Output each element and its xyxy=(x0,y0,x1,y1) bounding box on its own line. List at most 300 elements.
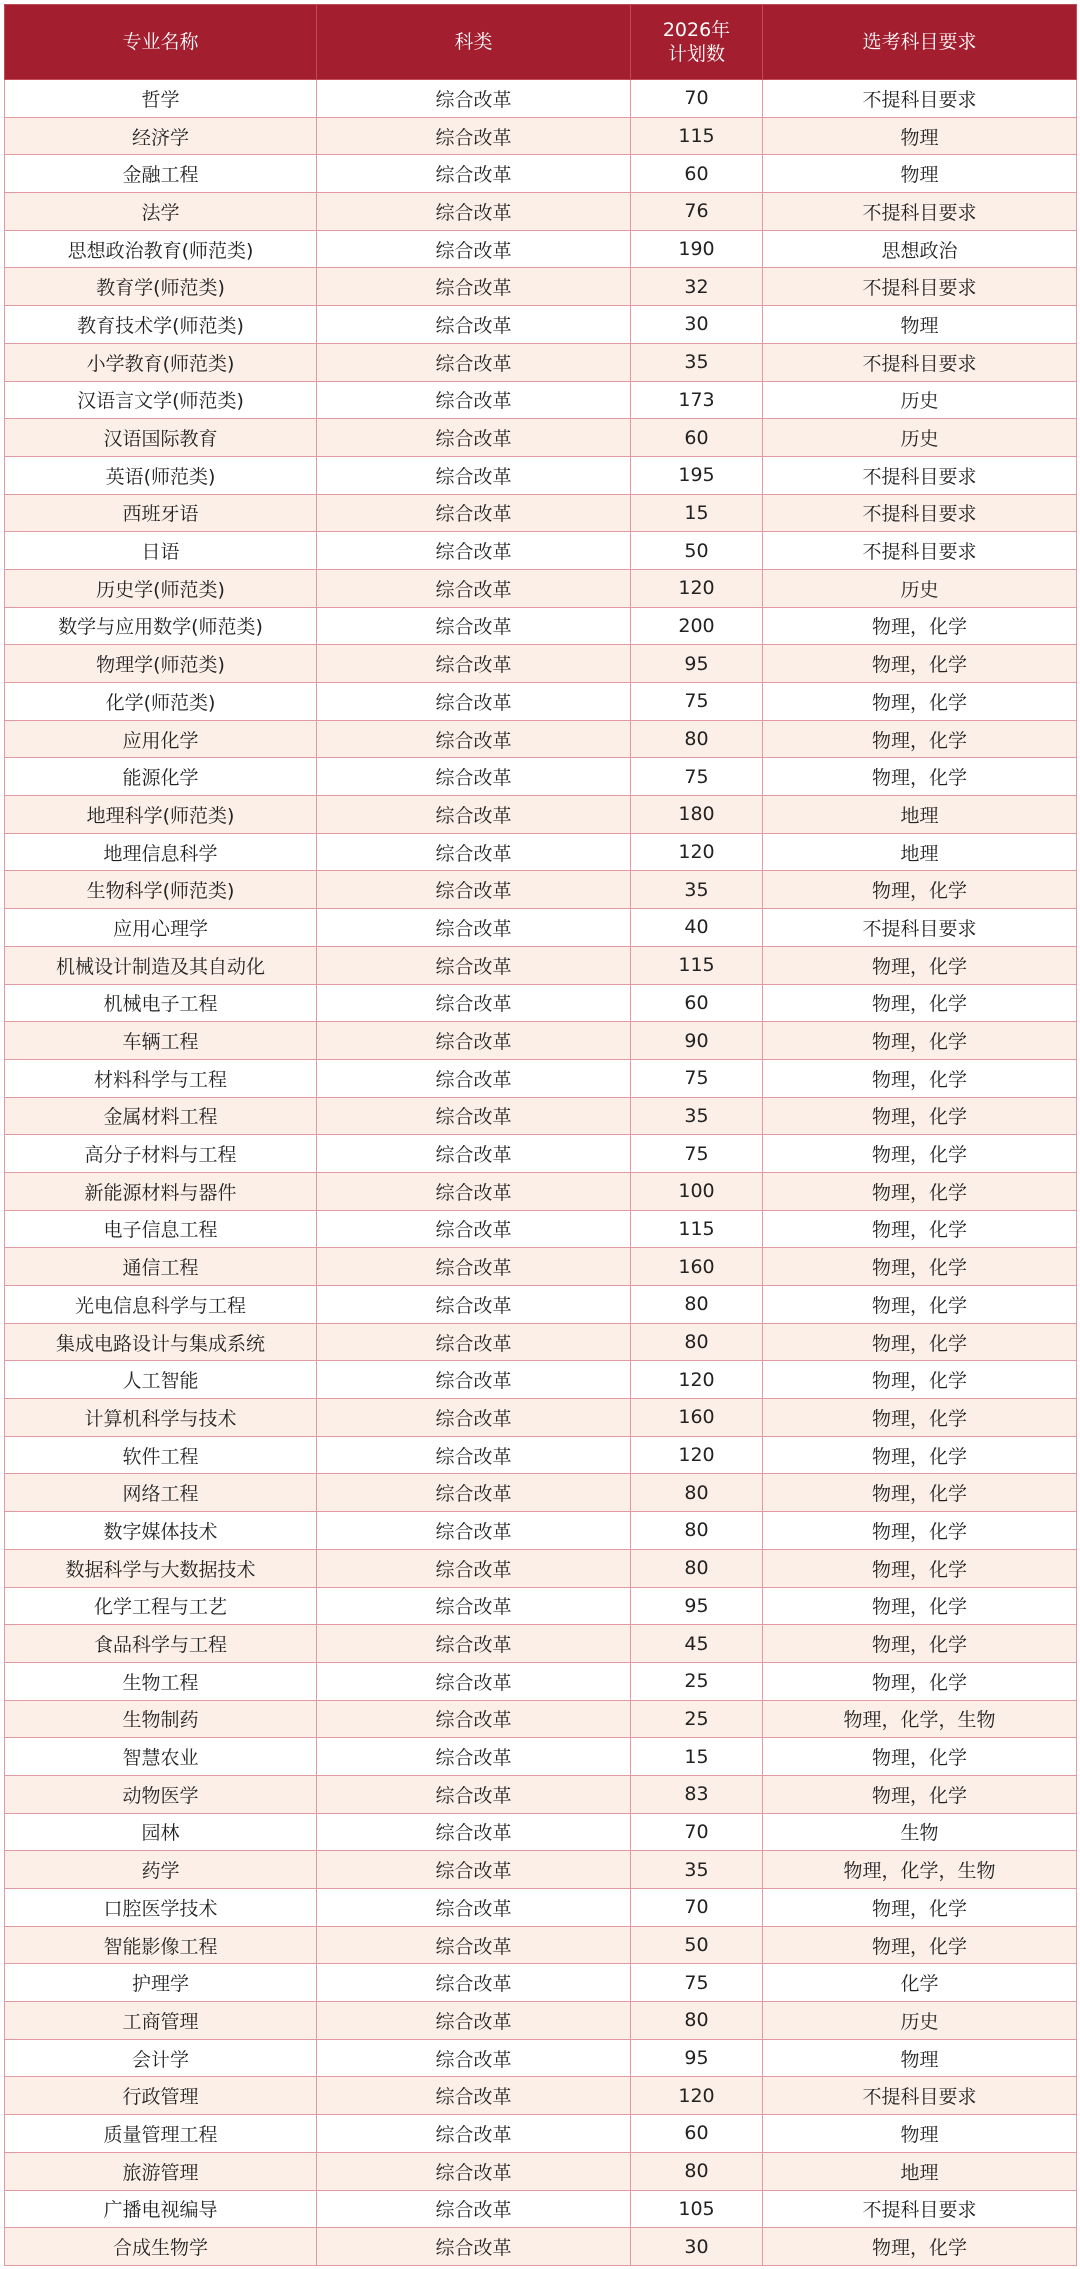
cell-subject-requirement: 物理，化学 xyxy=(763,1587,1077,1625)
table-row xyxy=(5,1361,1077,1399)
table-row xyxy=(5,456,1077,494)
table-row xyxy=(5,1851,1077,1889)
cell-subject-requirement: 物理，化学 xyxy=(763,984,1077,1022)
cell-major-name: 法学 xyxy=(5,193,317,231)
cell-category: 综合改革 xyxy=(317,2002,631,2040)
cell-major-name: 应用化学 xyxy=(5,720,317,758)
cell-plan-count: 35 xyxy=(631,1097,763,1135)
cell-plan-count: 160 xyxy=(631,1399,763,1437)
cell-category: 综合改革 xyxy=(317,871,631,909)
cell-major-name: 化学(师范类) xyxy=(5,683,317,721)
cell-subject-requirement: 不提科目要求 xyxy=(763,494,1077,532)
cell-plan-count: 70 xyxy=(631,80,763,118)
cell-category: 综合改革 xyxy=(317,1474,631,1512)
cell-subject-requirement: 物理，化学 xyxy=(763,1286,1077,1324)
cell-subject-requirement: 物理，化学 xyxy=(763,720,1077,758)
table-row xyxy=(5,758,1077,796)
cell-subject-requirement: 不提科目要求 xyxy=(763,80,1077,118)
cell-major-name: 机械设计制造及其自动化 xyxy=(5,946,317,984)
cell-plan-count: 80 xyxy=(631,1286,763,1324)
cell-major-name: 生物制药 xyxy=(5,1700,317,1738)
cell-category: 综合改革 xyxy=(317,1323,631,1361)
cell-category: 综合改革 xyxy=(317,1286,631,1324)
cell-subject-requirement: 物理，化学 xyxy=(763,1436,1077,1474)
header-plan-label: 计划数 xyxy=(667,43,725,65)
cell-subject-requirement: 物理，化学 xyxy=(763,1022,1077,1060)
table-row xyxy=(5,268,1077,306)
cell-plan-count: 35 xyxy=(631,871,763,909)
cell-category: 综合改革 xyxy=(317,946,631,984)
cell-category: 综合改革 xyxy=(317,155,631,193)
cell-major-name: 能源化学 xyxy=(5,758,317,796)
table-row xyxy=(5,1775,1077,1813)
cell-major-name: 高分子材料与工程 xyxy=(5,1135,317,1173)
table-row xyxy=(5,230,1077,268)
cell-category: 综合改革 xyxy=(317,569,631,607)
cell-major-name: 化学工程与工艺 xyxy=(5,1587,317,1625)
cell-category: 综合改革 xyxy=(317,1097,631,1135)
table-row xyxy=(5,1474,1077,1512)
cell-subject-requirement: 不提科目要求 xyxy=(763,532,1077,570)
cell-major-name: 计算机科学与技术 xyxy=(5,1399,317,1437)
cell-subject-requirement: 物理，化学 xyxy=(763,1625,1077,1663)
cell-major-name: 物理学(师范类) xyxy=(5,645,317,683)
table-row xyxy=(5,1625,1077,1663)
cell-subject-requirement: 物理，化学 xyxy=(763,1059,1077,1097)
header-major-name: 专业名称 xyxy=(5,5,317,80)
cell-category: 综合改革 xyxy=(317,2077,631,2115)
cell-subject-requirement: 物理，化学 xyxy=(763,1361,1077,1399)
cell-plan-count: 70 xyxy=(631,1889,763,1927)
cell-category: 综合改革 xyxy=(317,758,631,796)
cell-subject-requirement: 不提科目要求 xyxy=(763,268,1077,306)
cell-plan-count: 75 xyxy=(631,1059,763,1097)
cell-major-name: 数字媒体技术 xyxy=(5,1512,317,1550)
cell-plan-count: 75 xyxy=(631,1964,763,2002)
table-row xyxy=(5,1248,1077,1286)
cell-plan-count: 45 xyxy=(631,1625,763,1663)
table-row xyxy=(5,1210,1077,1248)
table-row xyxy=(5,306,1077,344)
cell-major-name: 食品科学与工程 xyxy=(5,1625,317,1663)
cell-major-name: 思想政治教育(师范类) xyxy=(5,230,317,268)
cell-category: 综合改革 xyxy=(317,419,631,457)
cell-category: 综合改革 xyxy=(317,833,631,871)
cell-plan-count: 60 xyxy=(631,419,763,457)
cell-major-name: 小学教育(师范类) xyxy=(5,343,317,381)
cell-plan-count: 190 xyxy=(631,230,763,268)
cell-plan-count: 75 xyxy=(631,1135,763,1173)
table-row xyxy=(5,2152,1077,2190)
cell-major-name: 质量管理工程 xyxy=(5,2115,317,2153)
cell-plan-count: 70 xyxy=(631,1813,763,1851)
cell-category: 综合改革 xyxy=(317,1813,631,1851)
cell-plan-count: 80 xyxy=(631,2152,763,2190)
table-row xyxy=(5,1097,1077,1135)
cell-plan-count: 15 xyxy=(631,494,763,532)
header-row xyxy=(5,5,1077,80)
table-row xyxy=(5,683,1077,721)
table-row xyxy=(5,193,1077,231)
cell-category: 综合改革 xyxy=(317,268,631,306)
cell-plan-count: 50 xyxy=(631,1926,763,1964)
cell-major-name: 智能影像工程 xyxy=(5,1926,317,1964)
table-row xyxy=(5,2002,1077,2040)
cell-category: 综合改革 xyxy=(317,683,631,721)
cell-category: 综合改革 xyxy=(317,607,631,645)
cell-subject-requirement: 物理，化学 xyxy=(763,946,1077,984)
cell-plan-count: 95 xyxy=(631,2039,763,2077)
cell-category: 综合改革 xyxy=(317,80,631,118)
table-row xyxy=(5,1022,1077,1060)
table-row xyxy=(5,494,1077,532)
cell-major-name: 广播电视编导 xyxy=(5,2190,317,2228)
table-row xyxy=(5,1813,1077,1851)
table-row xyxy=(5,796,1077,834)
cell-category: 综合改革 xyxy=(317,456,631,494)
cell-subject-requirement: 物理，化学 xyxy=(763,1775,1077,1813)
cell-major-name: 车辆工程 xyxy=(5,1022,317,1060)
cell-subject-requirement: 物理，化学 xyxy=(763,1889,1077,1927)
cell-plan-count: 80 xyxy=(631,1323,763,1361)
table-row xyxy=(5,1512,1077,1550)
cell-subject-requirement: 物理，化学 xyxy=(763,1549,1077,1587)
table-row xyxy=(5,1889,1077,1927)
cell-major-name: 金属材料工程 xyxy=(5,1097,317,1135)
cell-category: 综合改革 xyxy=(317,1738,631,1776)
cell-category: 综合改革 xyxy=(317,1135,631,1173)
cell-major-name: 生物工程 xyxy=(5,1662,317,1700)
cell-subject-requirement: 物理，化学 xyxy=(763,1512,1077,1550)
cell-subject-requirement: 不提科目要求 xyxy=(763,193,1077,231)
table-row xyxy=(5,871,1077,909)
cell-plan-count: 95 xyxy=(631,1587,763,1625)
table-row xyxy=(5,1436,1077,1474)
cell-major-name: 历史学(师范类) xyxy=(5,569,317,607)
cell-plan-count: 120 xyxy=(631,2077,763,2115)
table-header xyxy=(5,5,1077,80)
header-category: 科类 xyxy=(317,5,631,80)
cell-subject-requirement: 物理，化学，生物 xyxy=(763,1851,1077,1889)
cell-subject-requirement: 物理 xyxy=(763,2115,1077,2153)
cell-subject-requirement: 不提科目要求 xyxy=(763,2190,1077,2228)
cell-subject-requirement: 生物 xyxy=(763,1813,1077,1851)
cell-major-name: 机械电子工程 xyxy=(5,984,317,1022)
cell-plan-count: 50 xyxy=(631,532,763,570)
table-row xyxy=(5,946,1077,984)
cell-major-name: 软件工程 xyxy=(5,1436,317,1474)
cell-major-name: 汉语国际教育 xyxy=(5,419,317,457)
cell-major-name: 旅游管理 xyxy=(5,2152,317,2190)
cell-major-name: 通信工程 xyxy=(5,1248,317,1286)
cell-category: 综合改革 xyxy=(317,1022,631,1060)
cell-subject-requirement: 物理，化学 xyxy=(763,1399,1077,1437)
cell-subject-requirement: 不提科目要求 xyxy=(763,2077,1077,2115)
table-row xyxy=(5,2190,1077,2228)
cell-category: 综合改革 xyxy=(317,1210,631,1248)
cell-major-name: 园林 xyxy=(5,1813,317,1851)
table-row xyxy=(5,569,1077,607)
cell-subject-requirement: 物理，化学 xyxy=(763,1323,1077,1361)
table-row xyxy=(5,1323,1077,1361)
table-row xyxy=(5,381,1077,419)
table-row xyxy=(5,419,1077,457)
cell-plan-count: 160 xyxy=(631,1248,763,1286)
cell-category: 综合改革 xyxy=(317,2228,631,2266)
table-row xyxy=(5,1926,1077,1964)
cell-major-name: 生物科学(师范类) xyxy=(5,871,317,909)
cell-subject-requirement: 历史 xyxy=(763,2002,1077,2040)
table-row xyxy=(5,343,1077,381)
cell-subject-requirement: 历史 xyxy=(763,419,1077,457)
cell-subject-requirement: 地理 xyxy=(763,2152,1077,2190)
cell-major-name: 动物医学 xyxy=(5,1775,317,1813)
cell-plan-count: 76 xyxy=(631,193,763,231)
cell-plan-count: 195 xyxy=(631,456,763,494)
cell-plan-count: 15 xyxy=(631,1738,763,1776)
cell-plan-count: 80 xyxy=(631,2002,763,2040)
cell-plan-count: 60 xyxy=(631,2115,763,2153)
cell-subject-requirement: 思想政治 xyxy=(763,230,1077,268)
table-row xyxy=(5,1738,1077,1776)
table-row xyxy=(5,1399,1077,1437)
cell-subject-requirement: 物理，化学 xyxy=(763,607,1077,645)
cell-category: 综合改革 xyxy=(317,193,631,231)
table-row xyxy=(5,645,1077,683)
cell-category: 综合改革 xyxy=(317,1700,631,1738)
cell-subject-requirement: 物理，化学 xyxy=(763,645,1077,683)
cell-major-name: 地理科学(师范类) xyxy=(5,796,317,834)
table-row xyxy=(5,1135,1077,1173)
table-row xyxy=(5,1172,1077,1210)
cell-plan-count: 83 xyxy=(631,1775,763,1813)
table-row xyxy=(5,1587,1077,1625)
cell-plan-count: 115 xyxy=(631,946,763,984)
cell-subject-requirement: 物理，化学 xyxy=(763,1926,1077,1964)
cell-plan-count: 100 xyxy=(631,1172,763,1210)
cell-subject-requirement: 物理，化学 xyxy=(763,1738,1077,1776)
cell-category: 综合改革 xyxy=(317,381,631,419)
cell-plan-count: 25 xyxy=(631,1662,763,1700)
cell-category: 综合改革 xyxy=(317,796,631,834)
cell-plan-count: 30 xyxy=(631,2228,763,2266)
cell-category: 综合改革 xyxy=(317,1889,631,1927)
table-row xyxy=(5,1700,1077,1738)
cell-major-name: 金融工程 xyxy=(5,155,317,193)
cell-major-name: 英语(师范类) xyxy=(5,456,317,494)
cell-major-name: 智慧农业 xyxy=(5,1738,317,1776)
cell-subject-requirement: 不提科目要求 xyxy=(763,909,1077,947)
cell-major-name: 光电信息科学与工程 xyxy=(5,1286,317,1324)
cell-plan-count: 90 xyxy=(631,1022,763,1060)
admission-plan-table-container xyxy=(4,4,1076,2266)
cell-major-name: 教育学(师范类) xyxy=(5,268,317,306)
cell-plan-count: 80 xyxy=(631,1549,763,1587)
cell-plan-count: 95 xyxy=(631,645,763,683)
table-row xyxy=(5,1964,1077,2002)
cell-category: 综合改革 xyxy=(317,1587,631,1625)
table-row xyxy=(5,1549,1077,1587)
cell-category: 综合改革 xyxy=(317,1549,631,1587)
cell-major-name: 人工智能 xyxy=(5,1361,317,1399)
cell-major-name: 行政管理 xyxy=(5,2077,317,2115)
cell-major-name: 药学 xyxy=(5,1851,317,1889)
cell-major-name: 地理信息科学 xyxy=(5,833,317,871)
cell-plan-count: 60 xyxy=(631,155,763,193)
cell-major-name: 合成生物学 xyxy=(5,2228,317,2266)
cell-subject-requirement: 不提科目要求 xyxy=(763,343,1077,381)
cell-subject-requirement: 不提科目要求 xyxy=(763,456,1077,494)
cell-plan-count: 35 xyxy=(631,343,763,381)
cell-category: 综合改革 xyxy=(317,1059,631,1097)
table-row xyxy=(5,1286,1077,1324)
cell-plan-count: 32 xyxy=(631,268,763,306)
cell-category: 综合改革 xyxy=(317,230,631,268)
cell-plan-count: 80 xyxy=(631,1512,763,1550)
cell-subject-requirement: 物理，化学 xyxy=(763,1662,1077,1700)
cell-subject-requirement: 历史 xyxy=(763,381,1077,419)
cell-major-name: 电子信息工程 xyxy=(5,1210,317,1248)
cell-category: 综合改革 xyxy=(317,2190,631,2228)
cell-major-name: 集成电路设计与集成系统 xyxy=(5,1323,317,1361)
cell-major-name: 工商管理 xyxy=(5,2002,317,2040)
cell-plan-count: 105 xyxy=(631,2190,763,2228)
cell-subject-requirement: 物理，化学 xyxy=(763,2228,1077,2266)
cell-category: 综合改革 xyxy=(317,117,631,155)
cell-plan-count: 75 xyxy=(631,758,763,796)
cell-subject-requirement: 物理，化学 xyxy=(763,1210,1077,1248)
cell-subject-requirement: 物理，化学 xyxy=(763,871,1077,909)
cell-category: 综合改革 xyxy=(317,2152,631,2190)
cell-major-name: 教育技术学(师范类) xyxy=(5,306,317,344)
table-row xyxy=(5,117,1077,155)
cell-major-name: 哲学 xyxy=(5,80,317,118)
cell-category: 综合改革 xyxy=(317,720,631,758)
cell-plan-count: 40 xyxy=(631,909,763,947)
cell-category: 综合改革 xyxy=(317,984,631,1022)
table-row xyxy=(5,2077,1077,2115)
cell-subject-requirement: 地理 xyxy=(763,796,1077,834)
cell-major-name: 应用心理学 xyxy=(5,909,317,947)
cell-subject-requirement: 物理 xyxy=(763,155,1077,193)
cell-plan-count: 80 xyxy=(631,1474,763,1512)
cell-category: 综合改革 xyxy=(317,1436,631,1474)
table-row xyxy=(5,909,1077,947)
cell-subject-requirement: 物理 xyxy=(763,306,1077,344)
table-row xyxy=(5,1059,1077,1097)
header-plan-year: 2026年 xyxy=(662,19,731,41)
cell-major-name: 口腔医学技术 xyxy=(5,1889,317,1927)
header-subject-requirement: 选考科目要求 xyxy=(763,5,1077,80)
cell-plan-count: 173 xyxy=(631,381,763,419)
cell-major-name: 护理学 xyxy=(5,1964,317,2002)
table-row xyxy=(5,532,1077,570)
cell-category: 综合改革 xyxy=(317,909,631,947)
table-row xyxy=(5,984,1077,1022)
cell-subject-requirement: 地理 xyxy=(763,833,1077,871)
cell-subject-requirement: 物理，化学，生物 xyxy=(763,1700,1077,1738)
table-row xyxy=(5,2039,1077,2077)
cell-category: 综合改革 xyxy=(317,532,631,570)
cell-category: 综合改革 xyxy=(317,2115,631,2153)
cell-category: 综合改革 xyxy=(317,306,631,344)
cell-category: 综合改革 xyxy=(317,2039,631,2077)
cell-category: 综合改革 xyxy=(317,1248,631,1286)
cell-plan-count: 120 xyxy=(631,1361,763,1399)
cell-plan-count: 115 xyxy=(631,1210,763,1248)
cell-subject-requirement: 化学 xyxy=(763,1964,1077,2002)
cell-category: 综合改革 xyxy=(317,1361,631,1399)
cell-plan-count: 180 xyxy=(631,796,763,834)
cell-plan-count: 120 xyxy=(631,833,763,871)
cell-subject-requirement: 物理，化学 xyxy=(763,1172,1077,1210)
cell-plan-count: 200 xyxy=(631,607,763,645)
cell-category: 综合改革 xyxy=(317,494,631,532)
cell-plan-count: 75 xyxy=(631,683,763,721)
cell-subject-requirement: 物理，化学 xyxy=(763,1097,1077,1135)
cell-major-name: 汉语言文学(师范类) xyxy=(5,381,317,419)
header-plan-count xyxy=(631,5,763,80)
cell-category: 综合改革 xyxy=(317,343,631,381)
table-row xyxy=(5,80,1077,118)
admission-plan-table xyxy=(4,4,1077,2266)
cell-category: 综合改革 xyxy=(317,1172,631,1210)
cell-plan-count: 120 xyxy=(631,569,763,607)
cell-plan-count: 25 xyxy=(631,1700,763,1738)
table-body xyxy=(5,80,1077,2266)
cell-subject-requirement: 物理，化学 xyxy=(763,758,1077,796)
cell-major-name: 数据科学与大数据技术 xyxy=(5,1549,317,1587)
cell-category: 综合改革 xyxy=(317,1662,631,1700)
cell-subject-requirement: 物理 xyxy=(763,117,1077,155)
cell-subject-requirement: 物理 xyxy=(763,2039,1077,2077)
cell-plan-count: 30 xyxy=(631,306,763,344)
table-row xyxy=(5,1662,1077,1700)
cell-plan-count: 120 xyxy=(631,1436,763,1474)
cell-major-name: 网络工程 xyxy=(5,1474,317,1512)
cell-major-name: 数学与应用数学(师范类) xyxy=(5,607,317,645)
cell-category: 综合改革 xyxy=(317,1399,631,1437)
cell-subject-requirement: 历史 xyxy=(763,569,1077,607)
cell-major-name: 日语 xyxy=(5,532,317,570)
cell-category: 综合改革 xyxy=(317,1964,631,2002)
cell-major-name: 西班牙语 xyxy=(5,494,317,532)
cell-major-name: 材料科学与工程 xyxy=(5,1059,317,1097)
table-row xyxy=(5,833,1077,871)
cell-major-name: 新能源材料与器件 xyxy=(5,1172,317,1210)
cell-plan-count: 60 xyxy=(631,984,763,1022)
table-row xyxy=(5,2115,1077,2153)
cell-plan-count: 115 xyxy=(631,117,763,155)
cell-category: 综合改革 xyxy=(317,645,631,683)
cell-plan-count: 80 xyxy=(631,720,763,758)
cell-category: 综合改革 xyxy=(317,1625,631,1663)
cell-category: 综合改革 xyxy=(317,1851,631,1889)
cell-major-name: 会计学 xyxy=(5,2039,317,2077)
cell-major-name: 经济学 xyxy=(5,117,317,155)
table-row xyxy=(5,2228,1077,2266)
cell-subject-requirement: 物理，化学 xyxy=(763,1474,1077,1512)
cell-category: 综合改革 xyxy=(317,1775,631,1813)
cell-category: 综合改革 xyxy=(317,1926,631,1964)
cell-subject-requirement: 物理，化学 xyxy=(763,1135,1077,1173)
cell-category: 综合改革 xyxy=(317,1512,631,1550)
table-row xyxy=(5,155,1077,193)
cell-plan-count: 35 xyxy=(631,1851,763,1889)
table-row xyxy=(5,607,1077,645)
cell-subject-requirement: 物理，化学 xyxy=(763,683,1077,721)
cell-subject-requirement: 物理，化学 xyxy=(763,1248,1077,1286)
